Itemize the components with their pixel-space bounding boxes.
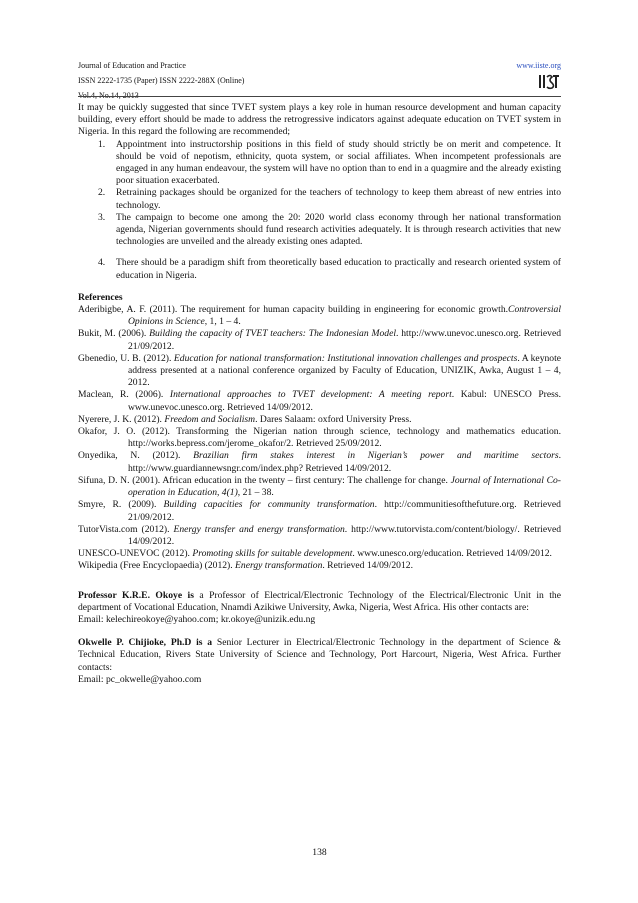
article-body <box>78 102 561 686</box>
journal-title: Journal of Education and Practice <box>78 61 186 70</box>
author-name: Okwelle P. Chijioke, Ph.D is a <box>78 637 213 649</box>
recommendation-item <box>78 187 561 211</box>
author-name: Professor K.R.E. Okoye is <box>78 589 194 601</box>
reference-entry: Aderibigbe, A. F. (2011). The requirement for human capacity building in engineering for economic growth.Controversial Opinions in Science, 1, 1 – 4. <box>78 304 561 328</box>
recommendation-item <box>78 257 561 281</box>
recommendations-list <box>78 139 561 282</box>
item-number: 4. <box>98 257 106 269</box>
reference-entry: Gbenedio, U. B. (2012). Education for national transformation: Institutional innovation challenges and prospects. A keynote address presented at a national conference organized by Faculty of Education, UNIZIK, Awka, August 1 – 4, 2012. <box>78 352 562 389</box>
recommendation-item <box>78 212 561 249</box>
item-number: 1. <box>98 138 106 150</box>
intro-paragraph: It may be quickly suggested that since TVET system plays a key role in human resource development and human capacity building, every effort should be made to address the retrogressive indicators against adequate education on TVET system in Nigeria. In this regard the following are recommended; <box>78 102 561 138</box>
reference-entry: Onyedika, N. (2012). Brazilian firm stakes interest in Nigerian’s power and maritime sectors. http://www.guardiannewsngr.com/index.php? Retrieved 14/09/2012. <box>78 450 561 474</box>
author-email: Email: kelechireokoye@yahoo.com; kr.okoye@unizik.edu.ng <box>78 613 316 625</box>
iiste-logo-icon <box>537 72 561 92</box>
author-description: Senior Lecturer in Electrical/Electronic Technology in the department of Science & Technical Education, Rivers State University of Science and Technology, Port Harcourt, Nigeria, West Africa. Further contacts: <box>78 637 561 673</box>
item-text: The campaign to become one among the 20: 2020 world class economy through her national transformation agenda, Nigerian governments should fund research activities adequately. It is through research activities that new technologies are unveiled and the already existing ones adapted. <box>116 211 561 248</box>
reference-entry: Bukit, M. (2006). Building the capacity of TVET teachers: The Indonesian Model. http://www.unevoc.unesco.org. Retrieved 21/09/2012. <box>78 328 561 352</box>
recommendation-item <box>78 139 561 188</box>
reference-entry: TutorVista.com (2012). Energy transfer and energy transformation. http://www.tutorvista.com/content/biology/. Retrieved 14/09/2012. <box>78 523 562 547</box>
reference-entry: Sifuna, D. N. (2001). African education in the twenty – first century: The challenge for change. Journal of International Co-operation in Education, 4(1), 21 – 38. <box>78 474 561 499</box>
header-rule <box>78 96 561 97</box>
reference-entry: Wikipedia (Free Encyclopaedia) (2012). Energy transformation. Retrieved 14/09/2012. <box>78 560 413 572</box>
references-heading: References <box>78 291 123 303</box>
journal-url-link[interactable]: www.iiste.org <box>516 61 561 70</box>
reference-entry: Smyre, R. (2009). Building capacities for community transformation. http://communitiesofthefuture.org. Retrieved 21/09/2012. <box>78 499 561 523</box>
reference-entry: UNESCO-UNEVOC (2012). Promoting skills for suitable development. www.unesco.org/education. Retrieved 14/09/2012. <box>78 548 552 560</box>
author-description: a Professor of Electrical/Electronic Technology of the Electrical/Electronic Unit in the department of Vocational Education, Nnamdi Azikiwe University, Awka, Nigeria, West Africa. His other contacts are: <box>78 589 561 613</box>
item-number: 3. <box>98 211 106 223</box>
author-bio <box>78 590 561 627</box>
page-number: 138 <box>312 847 327 858</box>
reference-entry: Nyerere, J. K. (2012). Freedom and Socialism. Dares Salaam: oxford University Press. <box>78 413 412 425</box>
author-bio <box>78 637 561 686</box>
item-text: Appointment into instructorship positions in this field of study should strictly be on merit and competence. It should be void of nepotism, ethnicity, quota system, or social affiliates. When incompetent professionals are engaged in any human endeavour, the system will have no option than to end in a quagmire and the already existing poor situation exacerbated. <box>116 138 561 187</box>
item-text: Retraining packages should be organized for the teachers of technology to keep them abreast of new entries into technology. <box>116 187 561 211</box>
journal-volume: Vol.4, No.14, 2013 <box>78 91 139 100</box>
reference-entry: Maclean, R. (2006). International approaches to TVET development: A meeting report. Kabul: UNESCO Press. www.unevoc.unesco.org. Retrieved 14/09/2012. <box>78 389 561 413</box>
item-text: There should be a paradigm shift from theoretically based education to practically and research oriented system of education in Nigeria. <box>116 257 561 281</box>
reference-entry: Okafor, J. O. (2012). Transforming the Nigerian nation through science, technology and mathematics education. http://works.bepress.com/jerome_okafor/2. Retrieved 25/09/2012. <box>78 426 561 450</box>
author-email: Email: pc_okwelle@yahoo.com <box>78 673 202 685</box>
references-list <box>78 304 561 572</box>
journal-page <box>78 0 561 903</box>
journal-issn: ISSN 2222-1735 (Paper) ISSN 2222-288X (Online) <box>78 76 245 85</box>
list-spacer <box>78 248 561 257</box>
item-number: 2. <box>98 187 106 199</box>
